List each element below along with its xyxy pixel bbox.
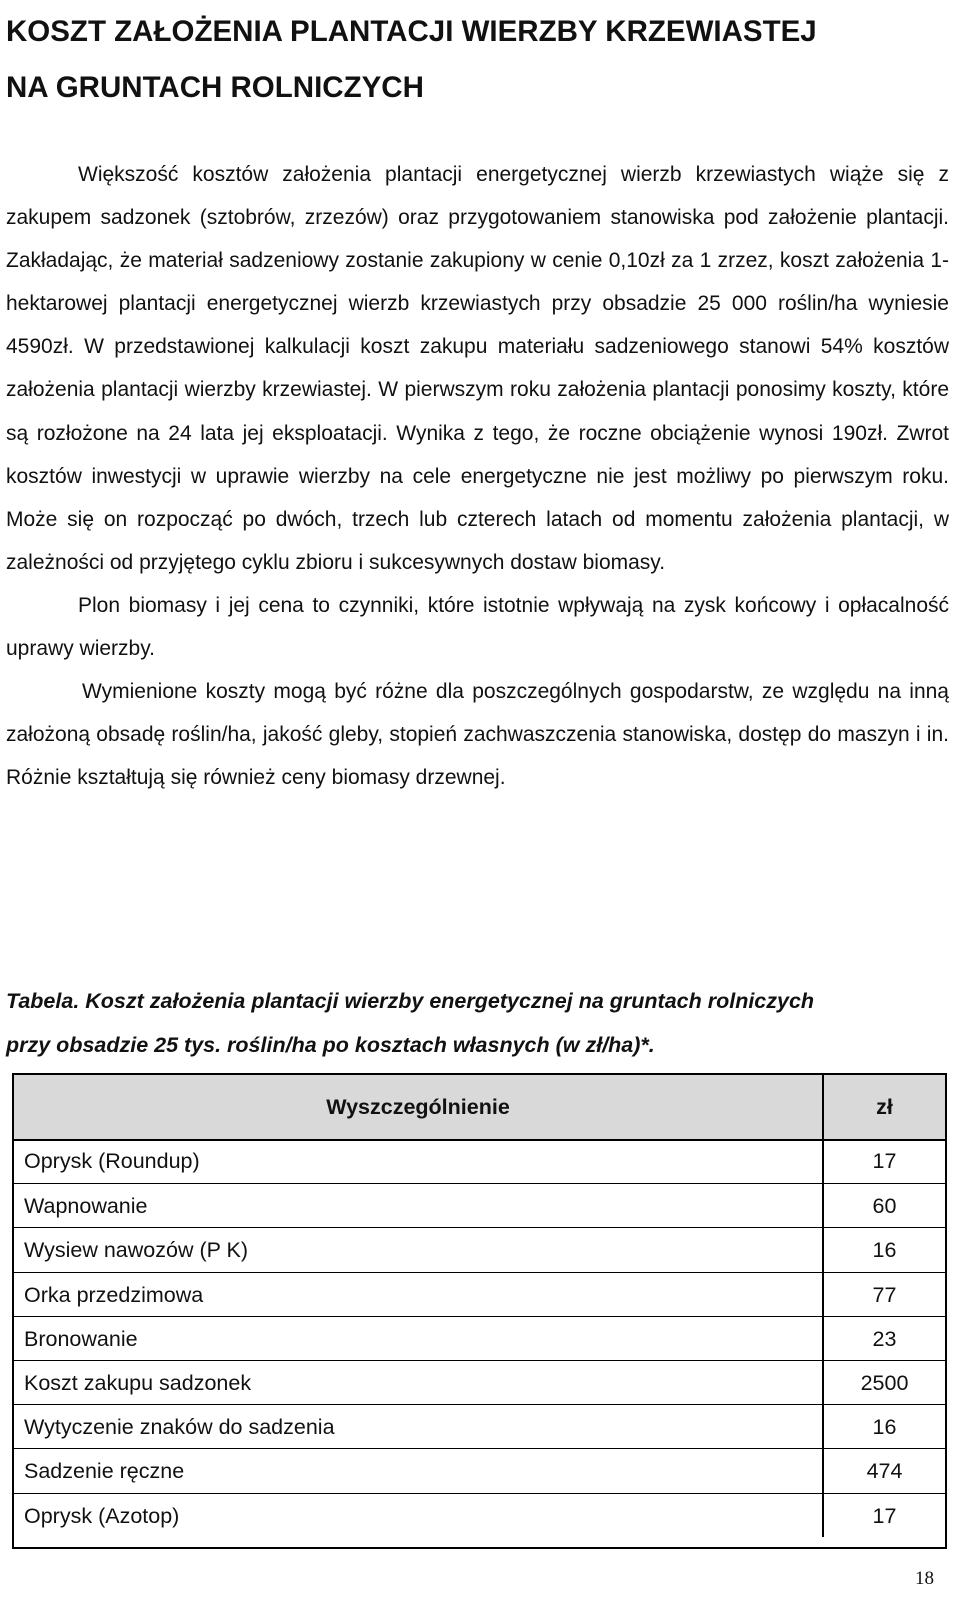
row-value: 474: [866, 1459, 903, 1484]
paragraph-2: Plon biomasy i jej cena to czynniki, które istotnie wpływają na zysk końcowy i opłacalność uprawy wierzby.: [6, 593, 949, 661]
table-row: [14, 1272, 945, 1316]
row-value: 60: [872, 1194, 897, 1219]
document-title: [6, 4, 951, 116]
row-value: 16: [872, 1415, 897, 1440]
row-value: 2500: [860, 1370, 909, 1395]
row-value: 77: [872, 1282, 897, 1307]
table-row: [14, 1448, 945, 1492]
paragraph-3: Wymienione koszty mogą być różne dla poszczególnych gospodarstw, ze względu na inną założoną obsadę roślin/ha, jakość gleby, stopień zachwaszczenia stanowiska, dostęp do maszyn i in. Różnie kształtują się również ceny biomasy drzewnej.: [6, 680, 949, 790]
table-row: [14, 1360, 945, 1404]
table-row: [14, 1139, 945, 1183]
table-row: [14, 1493, 945, 1537]
title-line-2: NA GRUNTACH ROLNICZYCH: [6, 71, 424, 104]
table-header-row: [14, 1075, 945, 1141]
page-number: 18: [915, 1568, 934, 1589]
header-item: Wyszczególnienie: [14, 1075, 824, 1139]
row-item: Oprysk (Roundup): [14, 1139, 824, 1183]
caption-line-1: Tabela. Koszt założenia plantacji wierzby energetycznej na gruntach rolniczych: [6, 989, 815, 1013]
body-text: [6, 153, 949, 799]
caption-line-2: przy obsadzie 25 tys. roślin/ha po kosztach własnych (w zł/ha)*.: [6, 1032, 655, 1057]
row-item: Sadzenie ręczne: [14, 1449, 824, 1492]
row-item: Wytyczenie znaków do sadzenia: [14, 1405, 824, 1448]
row-item: Bronowanie: [14, 1317, 824, 1360]
row-item: Wapnowanie: [14, 1184, 824, 1227]
cost-table: [12, 1073, 947, 1549]
row-value: 17: [872, 1503, 897, 1528]
table-body: [14, 1139, 945, 1537]
header-value: zł: [876, 1094, 893, 1119]
table-row: [14, 1227, 945, 1271]
row-item: Wysiew nawozów (P K): [14, 1228, 824, 1271]
row-item: Oprysk (Azotop): [14, 1494, 824, 1537]
row-item: Orka przedzimowa: [14, 1273, 824, 1316]
table-row: [14, 1183, 945, 1227]
table-row: [14, 1404, 945, 1448]
row-item: Koszt zakupu sadzonek: [14, 1361, 824, 1404]
row-value: 17: [872, 1149, 897, 1173]
row-value: 16: [872, 1238, 897, 1263]
table-row: [14, 1316, 945, 1360]
title-line-1: KOSZT ZAŁOŻENIA PLANTACJI WIERZBY KRZEWIASTEJ: [6, 15, 817, 48]
paragraph-1: Większość kosztów założenia plantacji energetycznej wierzb krzewiastych wiąże się z zakupem sadzonek (sztobrów, zrzezów) oraz przygotowaniem stanowiska pod założenie plantacji. Zakładając, że materiał sadzeniowy zostanie zakupiony w cenie 0,10zł za 1 zrzez, koszt założenia 1-hektarowej plantacji energetycznej wierzb krzewiastych przy obsadzie 25 000 roślin/ha wyniesie 4590zł. W przedstawionej kalkulacji koszt zakupu materiału sadzeniowego stanowi 54% kosztów założenia plantacji wierzby krzewiastej. W pierwszym roku założenia plantacji ponosimy koszty, które są rozłożone na 24 lata jej eksploatacji. Wynika z tego, że roczne obciążenie wynosi 190zł. Zwrot kosztów inwestycji w uprawie wierzby na cele energetyczne nie jest możliwy po pierwszym roku. Może się on rozpocząć po dwóch, trzech lub czterech latach od momentu założenia plantacji, w zależności od przyjętego cyklu zbioru i sukcesywnych dostaw biomasy.: [6, 163, 949, 574]
table-caption: [6, 980, 951, 1067]
row-value: 23: [872, 1326, 897, 1351]
